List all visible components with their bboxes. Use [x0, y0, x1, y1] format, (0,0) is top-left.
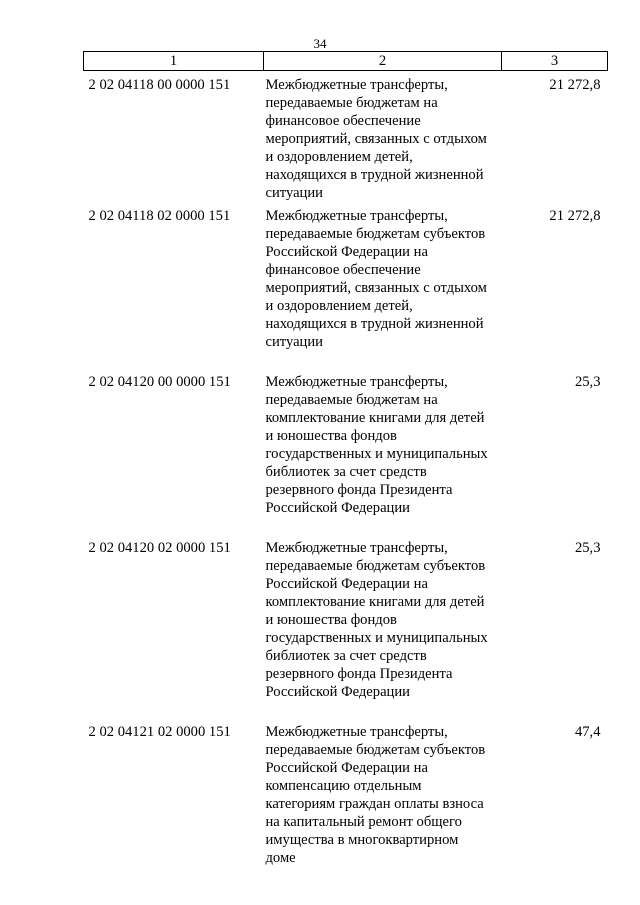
- description-line: резервного фонда Президента: [265, 482, 453, 498]
- description-line: библиотек за счет средств: [265, 464, 427, 480]
- description-line: Российской Федерации на: [265, 576, 428, 592]
- description-line: мероприятий, связанных с отдыхом: [265, 280, 487, 296]
- description-line: Межбюджетные трансферты,: [265, 724, 448, 740]
- table-row: [84, 202, 608, 368]
- description-line: государственных и муниципальных: [265, 446, 488, 462]
- description-line: находящихся в трудной жизненной: [265, 167, 484, 183]
- description-line: мероприятий, связанных с отдыхом: [265, 131, 487, 147]
- description-line: комплектование книгами для детей: [265, 594, 485, 610]
- budget-description: [264, 71, 502, 203]
- description-line: Межбюджетные трансферты,: [265, 208, 448, 224]
- description-line: резервного фонда Президента: [265, 666, 453, 682]
- description-line: передаваемые бюджетам субъектов: [265, 742, 486, 758]
- description-line: финансовое обеспечение: [265, 113, 421, 129]
- description-line: комплектование книгами для детей: [265, 410, 485, 426]
- description-line: передаваемые бюджетам субъектов: [265, 226, 486, 242]
- column-header-2: 2: [264, 52, 502, 71]
- description-line: государственных и муниципальных: [265, 630, 488, 646]
- budget-description: [264, 368, 502, 534]
- description-line: передаваемые бюджетам субъектов: [265, 558, 486, 574]
- budget-amount: 47,4: [574, 724, 601, 740]
- budget-amount: 21 272,8: [549, 208, 601, 224]
- budget-amount: 25,3: [574, 374, 601, 390]
- table-row: [84, 534, 608, 718]
- description-line: Российской Федерации: [265, 500, 410, 516]
- description-line: и юношества фондов: [265, 428, 397, 444]
- column-header-3: 3: [502, 52, 608, 71]
- description-line: передаваемые бюджетам на: [265, 392, 438, 408]
- table-row: [84, 71, 608, 203]
- description-line: находящихся в трудной жизненной: [265, 316, 484, 332]
- page-number: 34: [313, 36, 327, 51]
- budget-code: 2 02 04118 02 0000 151: [88, 208, 231, 224]
- description-line: ситуации: [265, 185, 323, 201]
- description-line: финансовое обеспечение: [265, 262, 421, 278]
- description-line: библиотек за счет средств: [265, 648, 427, 664]
- description-line: передаваемые бюджетам на: [265, 95, 438, 111]
- budget-code: 2 02 04120 02 0000 151: [88, 540, 231, 556]
- budget-code: 2 02 04120 00 0000 151: [88, 374, 231, 390]
- column-header-1: 1: [84, 52, 264, 71]
- budget-amount: 21 272,8: [549, 77, 601, 93]
- description-line: и оздоровлением детей,: [265, 149, 413, 165]
- description-line: доме: [265, 850, 296, 866]
- budget-code: 2 02 04118 00 0000 151: [88, 77, 231, 93]
- table-header: [84, 52, 608, 71]
- description-line: и оздоровлением детей,: [265, 298, 413, 314]
- description-line: компенсацию отдельным: [265, 778, 422, 794]
- budget-description: [264, 202, 502, 368]
- description-line: Межбюджетные трансферты,: [265, 77, 448, 93]
- description-line: и юношества фондов: [265, 612, 397, 628]
- description-line: имущества в многоквартирном: [265, 832, 459, 848]
- description-line: на капитальный ремонт общего: [265, 814, 462, 830]
- budget-code: 2 02 04121 02 0000 151: [88, 724, 231, 740]
- description-line: Российской Федерации: [265, 684, 410, 700]
- budget-description: [264, 718, 502, 867]
- description-line: категориям граждан оплаты взноса: [265, 796, 484, 812]
- table-row: [84, 368, 608, 534]
- budget-table: [83, 51, 608, 867]
- budget-description: [264, 534, 502, 718]
- description-line: Межбюджетные трансферты,: [265, 374, 448, 390]
- budget-amount: 25,3: [574, 540, 601, 556]
- description-line: ситуации: [265, 334, 323, 350]
- description-line: Российской Федерации на: [265, 244, 428, 260]
- description-line: Российской Федерации на: [265, 760, 428, 776]
- description-line: Межбюджетные трансферты,: [265, 540, 448, 556]
- table-row: [84, 718, 608, 867]
- table-body: [84, 71, 608, 868]
